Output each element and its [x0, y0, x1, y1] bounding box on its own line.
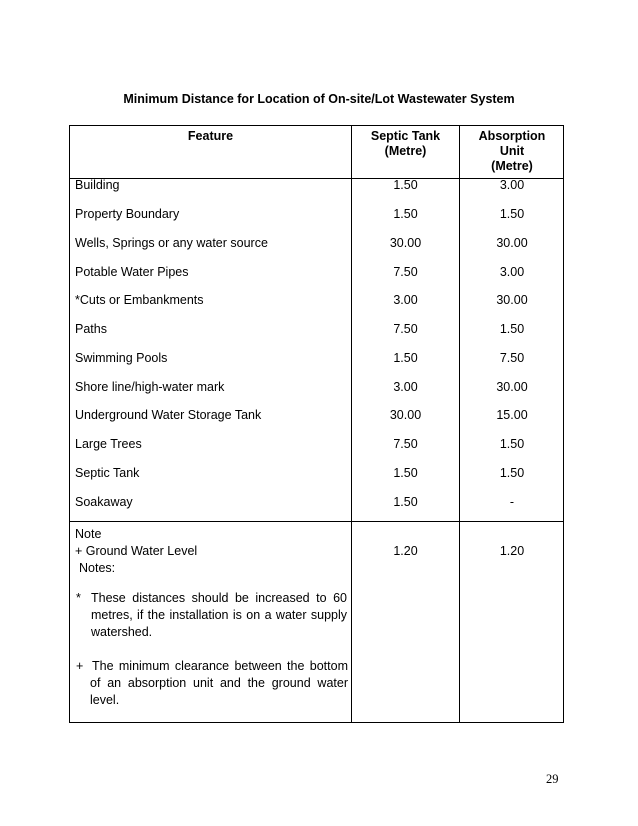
table-row	[70, 379, 565, 395]
septic-tank-cell: 1.50	[393, 351, 418, 365]
table-row	[70, 465, 565, 481]
feature-cell: *Cuts or Embankments	[75, 293, 204, 307]
septic-tank-cell: 1.50	[393, 207, 418, 221]
feature-cell: Large Trees	[75, 437, 142, 451]
page-number: 29	[546, 772, 559, 786]
feature-cell: Potable Water Pipes	[75, 265, 189, 279]
septic-tank-cell: 7.50	[393, 437, 418, 451]
septic-tank-cell: 1.50	[393, 495, 418, 509]
absorption-unit-cell: 1.50	[499, 437, 525, 451]
absorption-unit-cell: 1.50	[499, 207, 525, 221]
absorption-unit-cell: 30.00	[496, 293, 528, 307]
table-row	[70, 407, 565, 423]
septic-tank-cell: 30.00	[389, 408, 422, 422]
table-row	[70, 206, 565, 222]
plus-note-text: The minimum clearance between the bottom of an absorption unit and the ground water level.	[90, 659, 348, 707]
note-divider	[70, 521, 563, 522]
table-row	[70, 292, 565, 308]
distance-table	[69, 125, 564, 723]
feature-cell: Septic Tank	[75, 466, 140, 480]
feature-cell: Property Boundary	[75, 207, 180, 221]
absorption-unit-cell: 15.00	[496, 408, 528, 422]
table-row	[70, 264, 565, 280]
ground-water-septic-value: 1.20	[393, 544, 418, 558]
table-row	[70, 177, 565, 193]
asterisk-marker: *	[76, 591, 81, 605]
feature-cell: Soakaway	[75, 495, 133, 509]
absorption-unit-cell: 30.00	[496, 236, 528, 250]
absorption-unit-cell: 7.50	[499, 351, 525, 365]
asterisk-note-text: These distances should be increased to 60 metres, if the installation is on a water supply watershed.	[91, 591, 347, 639]
feature-cell: Underground Water Storage Tank	[75, 408, 262, 422]
feature-cell: Wells, Springs or any water source	[75, 236, 268, 250]
absorption-unit-cell: 3.00	[499, 265, 525, 279]
header-absorption-unit: Absorption Unit (Metre)	[478, 129, 546, 173]
absorption-unit-cell: -	[509, 495, 515, 509]
absorption-unit-cell: 30.00	[496, 380, 528, 394]
septic-tank-cell: 3.00	[393, 293, 418, 307]
septic-tank-cell: 7.50	[393, 265, 418, 279]
header-septic-tank: Septic Tank (Metre)	[370, 129, 441, 158]
absorption-unit-cell: 1.50	[499, 466, 525, 480]
absorption-unit-cell: 1.50	[499, 322, 525, 336]
table-row	[70, 494, 565, 510]
absorption-unit-cell: 3.00	[499, 178, 525, 192]
septic-tank-cell: 7.50	[393, 322, 418, 336]
ground-water-label: + Ground Water Level	[75, 544, 198, 558]
feature-cell: Shore line/high-water mark	[75, 380, 225, 394]
septic-tank-cell: 1.50	[393, 466, 418, 480]
ground-water-absorption-value: 1.20	[499, 544, 525, 558]
table-row	[70, 436, 565, 452]
plus-marker: +	[76, 659, 84, 673]
page-title: Minimum Distance for Location of On-site/Lot Wastewater System	[123, 92, 515, 106]
feature-cell: Paths	[75, 322, 107, 336]
table-row	[70, 350, 565, 366]
feature-cell: Building	[75, 178, 120, 192]
septic-tank-cell: 3.00	[393, 380, 418, 394]
feature-cell: Swimming Pools	[75, 351, 168, 365]
table-row	[70, 235, 565, 251]
notes-label: Notes:	[79, 561, 116, 575]
table-row	[70, 321, 565, 337]
note-label: Note	[75, 527, 102, 541]
header-feature: Feature	[187, 129, 234, 143]
septic-tank-cell: 30.00	[389, 236, 422, 250]
septic-tank-cell: 1.50	[393, 178, 418, 192]
